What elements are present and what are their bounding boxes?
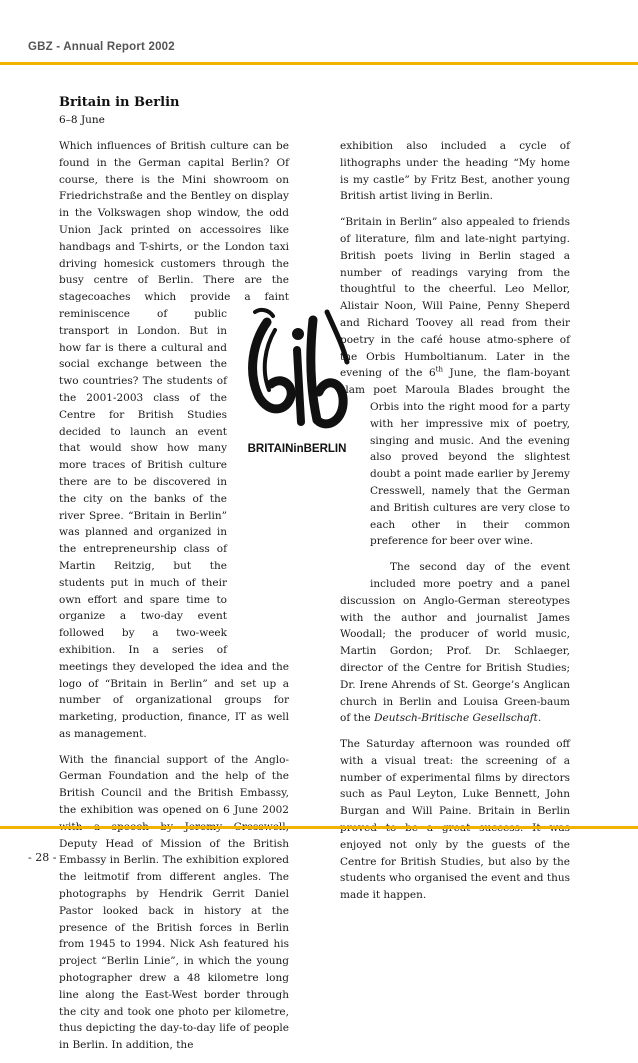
left-paragraph-2: With the financial support of the Anglo-German Foundation and the help of the British Council and the British Embassy, the exhibition was opened on 6 June 2002 Deputy Head of Mission of the British Embassy in Berlin. The exhibition explored the leitmotif from different angles. The photographs by Hendrik Gerrit Daniel Pastor looked back in history at the presence of the British forces in Berlin from 1945 to 1994. Nick Ash featured his project “Berlin Linie”, in which the young photographer drew a 48 kilometre long line along the East-West border through the city and took one photo per kilometre, thus depicting the day-to-day life of people in Berlin. In addition, the: [59, 753, 289, 1052]
right-paragraph-1: exhibition also included a cycle of lithographs under the heading “My home is my castle” by Fritz Best, another young British artist living in Berlin.: [340, 140, 570, 203]
right-paragraph-2-end: June, the flam-boyant slam poet Maroula Blades brought the Orbis into the right mood for a party with her impressive mix of poetry, singing and music. And the evening also proved beyond the slightest doubt a point made earlier by Jeremy Cresswell, namely that the German and British cultures are very close to each other in their common preference for beer over wine.: [340, 367, 570, 548]
right-paragraph-2: [340, 214, 570, 550]
society-name: Deutsch-Britische Gesellschaft: [374, 712, 538, 725]
right-paragraph-4: The Saturday afternoon was rounded off with a visual treat: the screening of a number of experimental films by directors such as Paul Leyton, Luke Bennett, John Burgan and Will Paine. Britain in Berlin enjoyed not only by the guests of the Centre for British Studies, but also by the students who organised the event and thus made it happen.: [340, 738, 570, 902]
page-number: - 28 -: [28, 851, 57, 864]
left-paragraph-1: Which influences of British culture can be found in the German capital Berlin? Of course, there is the Mini showroom on Friedrichstraße and the Bentley on display in the Volkswagen shop window, the odd Union Jack printed on accessoires like handbags and T-shirts, or the London taxi driving homesick customers through the busy centre of Berlin. There are the stagecoaches which provide a faint reminiscence of public transport in London. But in how far is there a cultural and social exchange between the two countries? The students of the 2001-2003 class of the Centre for British Studies decided to launch an event that would show how many more traces of British culture there are to be discovered in the city on the banks of the river Spree. “Britain in Berlin” was planned and organized in the entrepreneurship class of Martin Reitzig, but the students put in much of their own effort and spare time to organize a two-day event followed by a two-week exhibition. In a series of meetings they developed the idea and the logo of “Britain in Berlin” and set up a number of organizational groups for marketing, production, finance, IT as well as management.: [59, 140, 289, 740]
running-header: GBZ - Annual Report 2002: [28, 41, 175, 53]
britain-in-berlin-logo: [235, 302, 360, 470]
article-date: 6–8 June: [59, 114, 105, 126]
left-column: [59, 138, 289, 1063]
right-paragraph-3-start: The second day of the event included more poetry and a panel discussion on Anglo-German stereotypes with the author and journalist James Woodall; the producer of world music, Martin Gordon; Prof. Dr. Schlaeger, director of the Centre for British Studies; Dr. Irene Ahrends of St. George’s Anglican church in Berlin and Louisa Green-baum of the: [340, 561, 570, 725]
article-title: Britain in Berlin: [59, 95, 180, 110]
logo-graphic-icon: [235, 302, 360, 470]
footer-rule: [0, 826, 638, 829]
right-column: [340, 138, 570, 913]
right-paragraph-2-start: “Britain in Berlin” also appealed to friends of literature, film and late-night partying. British poets living in Berlin staged a number of readings varying from the thoughtful to the cheerful. Leo Mellor, Alistair Noon, Will Paine, Penny Sheperd and Richard Toovey all read from their poetry in the café house atmo-sphere of the Orbis Humboltianum. Later in the evening of the 6: [340, 216, 570, 380]
header-rule: [0, 62, 638, 65]
logo-text: BRITAINinBERLIN: [247, 443, 347, 455]
ordinal-suffix: th: [435, 365, 443, 374]
right-paragraph-3: The second day of the event included more poetry and a panel discussion on Anglo-German stereotypes with the author and journalist James Woodall; the producer of world music, Martin Gordon; Prof. Dr. Schlaeger, director of the Centre for British Studies; Dr. Irene Ahrends of St. George’s Anglican church in Berlin and Louisa Green-baum of the Deutsch-Britische Gesellschaft.: [340, 561, 570, 725]
